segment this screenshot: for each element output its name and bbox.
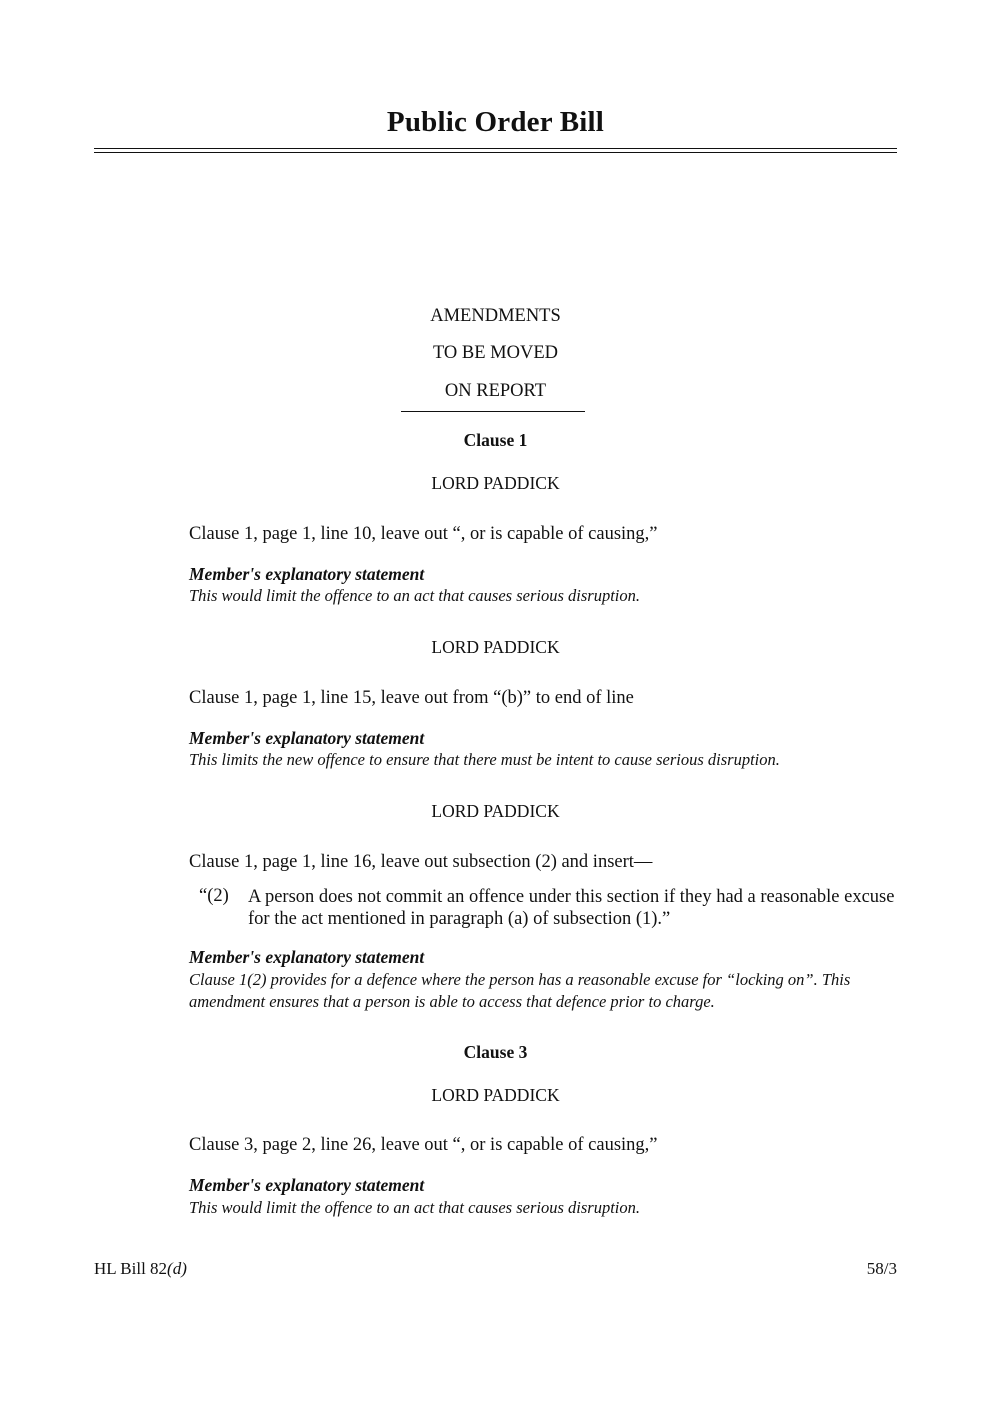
- amendment-text: Clause 1, page 1, line 15, leave out from “(b)” to end of line: [189, 688, 634, 708]
- heading-to-be-moved: TO BE MOVED: [432, 343, 559, 363]
- clause-heading: Clause 1: [463, 430, 528, 450]
- explanatory-statement-heading: Member's explanatory statement: [189, 1175, 425, 1195]
- heading-amendments: AMENDMENTS: [430, 306, 561, 326]
- member-name: LORD PADDICK: [431, 1085, 560, 1105]
- inserted-subsection-text: A person does not commit an offence under this section if they had a reasonable excuse for the act mentioned in paragraph (a) of subsection (1).”: [248, 887, 895, 929]
- explanatory-statement: This would limit the offence to an act that causes serious disruption.: [189, 1198, 640, 1217]
- member-name: LORD PADDICK: [431, 473, 560, 493]
- explanatory-statement-heading: Member's explanatory statement: [189, 728, 425, 748]
- title-rule-top: [94, 148, 897, 149]
- amendment-text: Clause 3, page 2, line 26, leave out “, or is capable of causing,”: [189, 1135, 658, 1155]
- bill-suffix: (d): [167, 1259, 187, 1278]
- inserted-subsection-number: “(2): [199, 886, 229, 906]
- explanatory-statement: This would limit the offence to an act that causes serious disruption.: [189, 586, 640, 605]
- page-reference: 58/3: [866, 1259, 897, 1278]
- bill-title: Public Order Bill: [386, 106, 605, 138]
- explanatory-statement-heading: Member's explanatory statement: [189, 947, 425, 967]
- amendment-text: Clause 1, page 1, line 16, leave out subsection (2) and insert—: [189, 852, 653, 872]
- clause-heading: Clause 3: [463, 1042, 528, 1062]
- explanatory-statement-heading: Member's explanatory statement: [189, 564, 425, 584]
- title-rule-bottom: [94, 152, 897, 153]
- amendment-text: Clause 1, page 1, line 10, leave out “, or is capable of causing,”: [189, 524, 658, 544]
- bill-number: HL Bill 82: [94, 1259, 168, 1278]
- heading-on-report: ON REPORT: [444, 381, 547, 401]
- bill-reference: [94, 1259, 187, 1279]
- member-name: LORD PADDICK: [431, 637, 560, 657]
- member-name: LORD PADDICK: [431, 801, 560, 821]
- explanatory-statement: This limits the new offence to ensure that there must be intent to cause serious disruption.: [189, 750, 780, 769]
- explanatory-statement: Clause 1(2) provides for a defence where the person has a reasonable excuse for “locking on”. This amendment ensures that a person is able to access that defence prior to charge.: [189, 970, 851, 1011]
- heading-rule: [401, 411, 585, 412]
